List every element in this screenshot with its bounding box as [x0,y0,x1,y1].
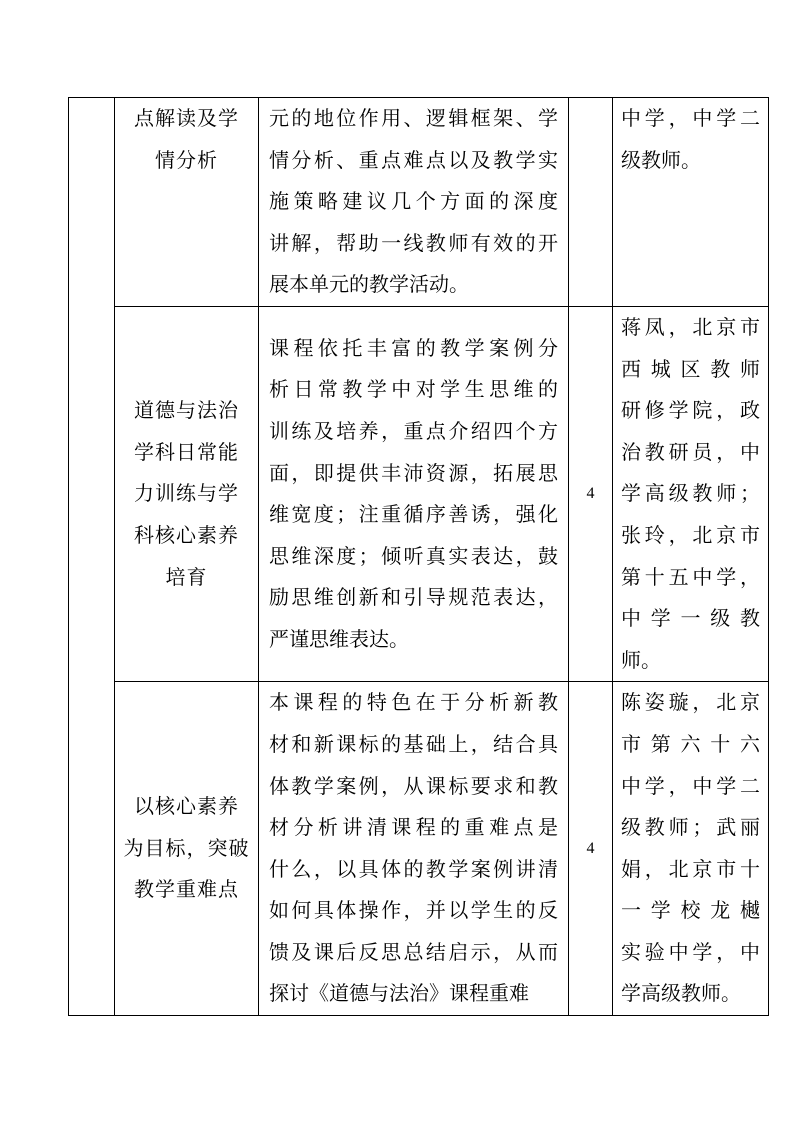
teacher-cell [613,682,769,1016]
course-name-text [115,786,258,911]
course-name-line: 点解读及学 [134,106,239,130]
hours-cell [569,306,613,681]
description-line: 什么，以具体的教学案例讲清 [269,856,558,881]
teacher-line: 治教研员，中 [621,439,760,464]
teacher-line: 一学校龙樾 [621,898,760,923]
teacher-line: 娟，北京市十 [621,856,760,881]
course-name-line: 为目标，突破 [123,835,250,860]
description-line: 材和新课标的基础上，结合具 [269,731,558,756]
description-line: 析日常教学中对学生思维的 [269,377,558,402]
course-name-line: 培育 [165,564,208,589]
course-name-line: 以核心素养 [134,794,239,819]
teacher-line: 中学，中学二 [621,106,760,130]
course-name-cell [115,682,259,1016]
description-line: 如何具体操作，并以学生的反 [269,898,558,923]
course-name-text [115,98,258,181]
course-name-cell [115,98,259,307]
teacher-line: 中学，中学二 [621,773,760,798]
description-line: 施策略建议几个方面的深度 [269,189,558,214]
table-row [69,682,769,1016]
description-line: 探讨《道德与法治》课程重难 [269,981,529,1006]
teacher-line: 学高级教师。 [621,981,741,1006]
description-line: 情分析、重点难点以及教学实 [269,147,558,172]
teacher-cell [613,98,769,307]
description-line: 思维深度；倾听真实表达，鼓 [269,543,558,568]
description-line: 馈及课后反思总结启示，从而 [269,939,558,964]
description-line: 讲解，帮助一线教师有效的开 [269,230,558,255]
description-line: 面，即提供丰沛资源，拓展思 [269,460,558,485]
hours-cell [569,682,613,1016]
teacher-line: 蒋凤，北京市 [621,314,760,339]
description-line: 励思维创新和引导规范表达， [269,585,558,610]
category-cell [69,98,115,1016]
course-name-line: 教学重难点 [134,877,239,902]
course-name-line: 情分析 [155,147,218,172]
course-name-line: 力训练与学 [134,481,239,506]
teacher-line: 张玲，北京市 [621,522,760,547]
course-name-line: 道德与法治 [134,398,239,423]
teacher-line: 研修学院，政 [621,398,760,423]
course-name-cell [115,306,259,681]
teacher-text [621,682,760,1015]
teacher-text [621,307,760,681]
description-text [269,98,558,306]
teacher-line: 西城区教师 [621,356,760,381]
hours-cell [569,98,613,307]
course-table [68,97,769,1016]
description-text [269,682,558,1015]
course-name-line: 科核心素养 [134,522,239,547]
description-line: 本课程的特色在于分析新教 [269,690,558,715]
hours-value: 4 [586,485,595,503]
teacher-line: 学高级教师； [621,481,760,506]
description-text [269,328,558,661]
course-name-line: 学科日常能 [134,439,239,464]
description-line: 展本单元的教学活动。 [269,272,469,297]
course-description-cell [259,682,569,1016]
table-row [69,98,769,307]
teacher-line: 级教师。 [621,147,701,172]
teacher-line: 陈姿璇，北京 [621,690,760,715]
description-line: 课程依托丰富的教学案例分 [269,335,558,360]
table-row [69,306,769,681]
description-line: 元的地位作用、逻辑框架、学 [269,106,558,130]
hours-value: 4 [586,839,595,857]
description-line: 严谨思维表达。 [269,626,409,651]
teacher-cell [613,306,769,681]
teacher-line: 级教师；武丽 [621,815,760,840]
course-name-text [115,390,258,598]
course-description-cell [259,98,569,307]
description-line: 维宽度；注重循序善诱，强化 [269,502,558,527]
description-line: 材分析讲清课程的重难点是 [269,815,558,840]
description-line: 训练及培养，重点介绍四个方 [269,418,558,443]
teacher-line: 第十五中学， [621,564,760,589]
description-line: 体教学案例，从课标要求和教 [269,773,558,798]
teacher-line: 师。 [621,647,661,672]
teacher-line: 实验中学，中 [621,939,760,964]
course-description-cell [259,306,569,681]
teacher-text [621,98,760,181]
teacher-line: 中学一级教 [621,606,760,631]
teacher-line: 市第六十六 [621,731,760,756]
